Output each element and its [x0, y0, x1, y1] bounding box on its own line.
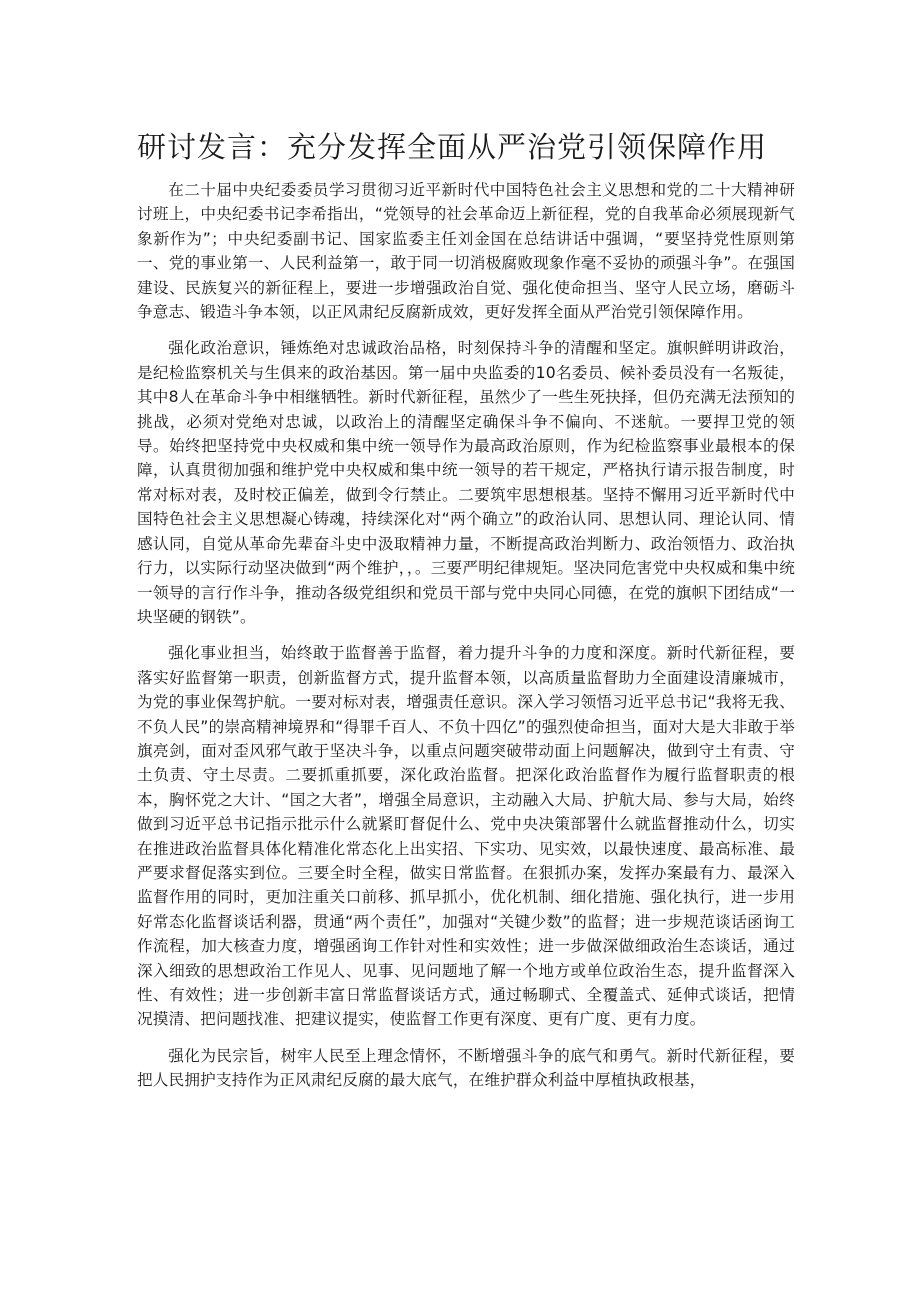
document-title: 研讨发言：充分发挥全面从严治党引领保障作用	[137, 130, 768, 164]
paragraph-people-purpose: 强化为民宗旨，树牢人民至上理念情怀，不断增强斗争的底气和勇气。新时代新征程，要把人民拥护支持作为正风肃纪反腐的最大底气，在维护群众利益中厚植执政根基，	[137, 1046, 795, 1090]
document-body	[137, 178, 795, 1105]
paragraph-political-awareness: 强化政治意识，锤炼绝对忠诚政治品格，时刻保持斗争的清醒和坚定。旗帜鲜明讲政治，是纪检监察机关与生俱来的政治基因。第一届中央监委的10名委员、候补委员没有一名叛徒，其中8人在革命斗争中相继牺牲。新时代新征程，虽然少了一些生死抉择，但仍充满无法预知的挑战，必须对党绝对忠诚，以政治上的清醒坚定确保斗争不偏向、不迷航。一要捍卫党的领导。始终把坚持党中央权威和集中统一领导作为最高政治原则，作为纪检监察事业最根本的保障，认真贯彻加强和维护党中央权威和集中统一领导的若干规定，严格执行请示报告制度，时常对标对表，及时校正偏差，做到令行禁止。二要筑牢思想根基。坚持不懈用习近平新时代中国特色社会主义思想凝心铸魂，持续深化对“两个确立”的政治认同、思想认同、理论认同、情感认同，自觉从革命先辈奋斗史中汲取精神力量，不断提高政治判断力、政治领悟力、政治执行力，以实际行动坚决做到“两个维护，，。三要严明纪律规矩。坚决同危害党中央权威和集中统一领导的言行作斗争，推动各级党组织和党员干部与党中央同心同德，在党的旗帜下团结成“一块坚硬的钢铁”。	[137, 339, 795, 626]
paragraph-career-responsibility: 强化事业担当，始终敢于监督善于监督，着力提升斗争的力度和深度。新时代新征程，要落实好监督第一职责，创新监督方式，提升监督本领，以高质量监督助力全面建设清廉城市，为党的事业保驾护航。一要对标对表，增强责任意识。深入学习领悟习近平总书记“我将无我、不负人民”的崇高精神境界和“得罪千百人、不负十四亿”的强烈使命担当，面对大是大非敢于举旗亮剑，面对歪风邪气敢于坚决斗争，以重点问题突破带动面上问题解决，做到守土有责、守土负责、守土尽责。二要抓重抓要，深化政治监督。把深化政治监督作为履行监督职责的根本，胸怀党之大计、“国之大者”，增强全局意识，主动融入大局、护航大局、参与大局，始终做到习近平总书记指示批示什么就紧盯督促什么、党中央决策部署什么就监督推动什么，切实在推进政治监督具体化精准化常态化上出实招、下实功、见实效，以最快速度、最高标准、最严要求督促落实到位。三要全时全程，做实日常监督。在狠抓办案，发挥办案最有力、最深入监督作用的同时，更加注重关口前移、抓早抓小，优化机制、细化措施、强化执行，进一步用好常态化监督谈话利器，贯通“两个责任”，加强对“关键少数”的监督；进一步规范谈话函询工作流程，加大核查力度，增强函询工作针对性和实效性；进一步做深做细政治生态谈话，通过深入细致的思想政治工作见人、见事、见问题地了解一个地方或单位政治生态，提升监督深入性、有效性；进一步创新丰富日常监督谈话方式，通过畅聊式、全覆盖式、延伸式谈话，把情况摸清、把问题找准、把建议提实，使监督工作更有深度、更有广度、更有力度。	[137, 644, 795, 1029]
paragraph-intro: 在二十届中央纪委委员学习贯彻习近平新时代中国特色社会主义思想和党的二十大精神研讨班上，中央纪委书记李希指出，“党领导的社会革命迈上新征程，党的自我革命必须展现新气象新作为”；中央纪委副书记、国家监委主任刘金国在总结讲话中强调，“要坚持党性原则第一、党的事业第一、人民利益第一，敢于同一切消极腐败现象作毫不妥协的顽强斗争”。在强国建设、民族复兴的新征程上，要进一步增强政治自觉、强化使命担当、坚守人民立场，磨砺斗争意志、锻造斗争本领，以正风肃纪反腐新成效，更好发挥全面从严治党引领保障作用。	[137, 181, 795, 322]
